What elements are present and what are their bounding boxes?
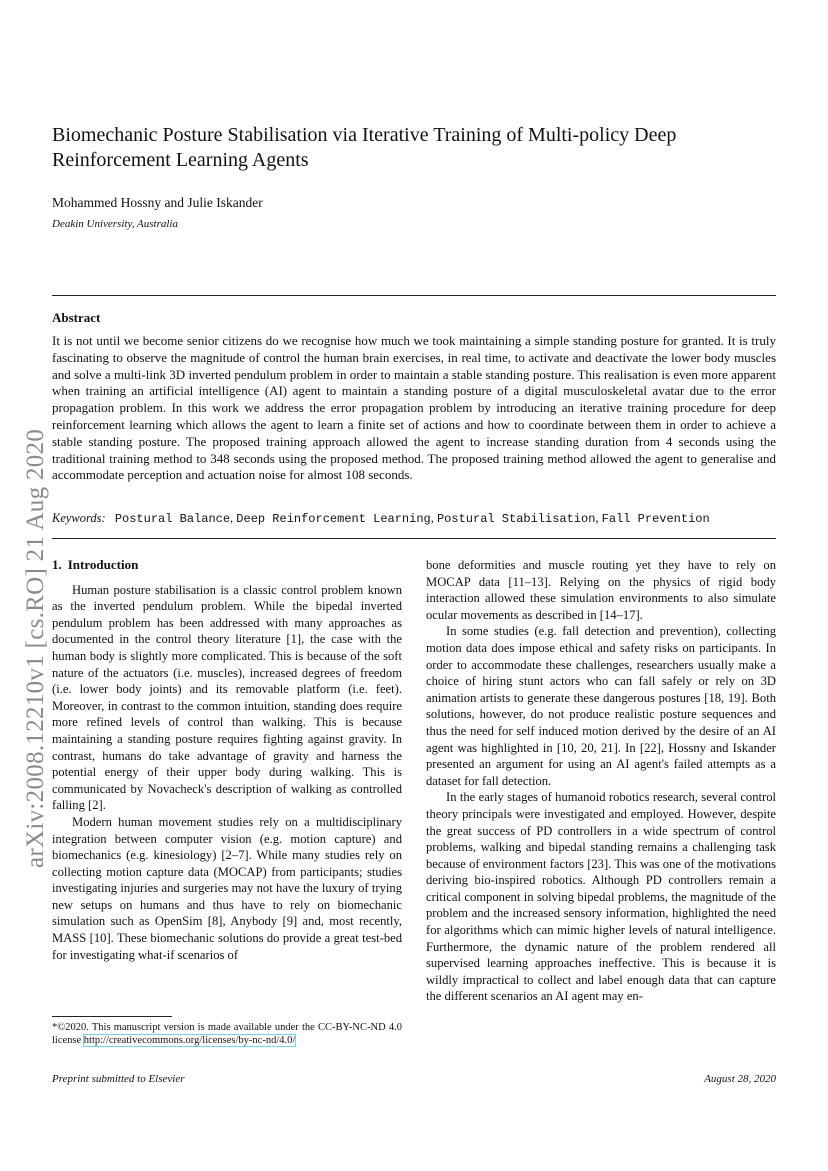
affiliation: Deakin University, Australia	[52, 218, 178, 230]
footnote	[52, 1021, 402, 1047]
paragraph: In the early stages of humanoid robotics research, several control theory principals were investigated and employed. However, despite the great success of PD controllers in a wide spectrum of control problems, walking and bipedal standing remains a challenging task because of environment factors [23]. This was one of the motivations deriving bio-inspired robotics. Although PD controllers remain a critical component in solving bipedal problems, the magnitude of the problem and the increased sensory information, highlighted the need for algorithms which can mimic higher levels of natural intelligence. Furthermore, the dynamic nature of the problem rendered all supervised learning approaches ineffective. This is because it is wildly impractical to collect and label enough data that can capture the different scenarios an AI agent may en-	[426, 790, 776, 1004]
keyword-separator: ,	[430, 511, 437, 525]
paper-title: Biomechanic Posture Stabilisation via Iterative Training of Multi-policy Deep Reinforcement Learning Agents	[52, 124, 677, 171]
arxiv-identifier: arXiv:2008.12210v1 [cs.RO] 21 Aug 2020	[22, 428, 49, 868]
left-column	[52, 557, 402, 963]
paragraph: bone deformities and muscle routing yet they have to rely on MOCAP data [11–13]. Relying on the physics of rigid body interaction allowed these simulation environments to also simulate ocular movements as described in [14–17].	[426, 558, 776, 622]
right-column	[426, 557, 776, 1005]
section-number: 1.	[52, 557, 62, 572]
footer-date: August 28, 2020	[704, 1073, 776, 1085]
keywords-bottom-rule	[52, 538, 776, 539]
abstract-text: It is not until we become senior citizens do we recognise how much we took maintaining a simple standing posture for granted. It is truly fascinating to observe the magnitude of control the human brain exercises, in real time, to activate and deactivate the lower body muscles and solve a multi-link 3D inverted pendulum problem in order to maintain a stable standing posture. This realisation is even more apparent when training an artificial intelligence (AI) agent to maintain a standing posture of a digital musculoskeletal avatar due to the error propagation problem. In this work we address the error propagation problem by introducing an iterative training procedure for deep reinforcement learning which allows the agent to learn a finite set of actions and how to coordinate between them in order to achieve a stable standing posture. The proposed training approach allowed the agent to increase standing duration from 4 seconds using the traditional training method to 348 seconds using the proposed method. The proposed training method allowed the agent to generalise and accommodate perception and actuation noise for almost 108 seconds.	[52, 333, 776, 483]
license-link[interactable]: http://creativecommons.org/licenses/by-nc-nd/4.0/	[83, 1035, 296, 1046]
keyword-separator: ,	[595, 511, 602, 525]
keyword: Deep Reinforcement Learning	[236, 512, 431, 526]
author-list: Mohammed Hossny and Julie Iskander	[52, 195, 263, 210]
paragraph: Human posture stabilisation is a classic control problem known as the inverted pendulum problem. While the bipedal inverted pendulum problem has been addressed with many approaches as documented in the control theory literature [1], the case with the human body is slightly more complicated. This is because of the soft nature of the actuators (i.e. muscles), increased degrees of freedom (i.e. lower body joints) and its removable platform (i.e. feet). Moreover, in contrast to the common intuition, standing does require more refined levels of control than walking. This is because maintaining a standing posture requires fighting against gravity. In contrast, humans do take advantage of gravity and harness the potential energy of their upper body during walking. This is communicated by Novacheck's description of walking as controlled falling [2].	[52, 582, 402, 813]
keyword: Postural Stabilisation	[436, 512, 596, 526]
abstract-top-rule	[52, 295, 776, 296]
paragraph: In some studies (e.g. fall detection and prevention), collecting motion data does impose ethical and safety risks on participants. In order to accommodate these challenges, researchers usually make a choice of hiring stunt actors who can fall safely or rely on 3D animation artists to generate these dangerous postures [18, 19]. Both solutions, however, do not produce realistic posture sequences and thus the need for self induced motion derived by the desire of an AI agent was highlighted in [10, 20, 21]. In [22], Hossny and Iskander presented an argument for using an AI agent's failed attempts as a dataset for fall detection.	[426, 624, 776, 788]
footer-submission: Preprint submitted to Elsevier	[52, 1073, 185, 1085]
keywords-line	[52, 511, 782, 526]
footnote-text: *©2020. This manuscript version is made available under the CC-BY-NC-ND 4.0 license	[52, 1022, 402, 1046]
paragraph: Modern human movement studies rely on a multidisciplinary integration between computer vision (e.g. motion capture) and biomechanics (e.g. kinesiology) [2–7]. While many studies rely on collecting motion capture data (MOCAP) from participants; studies investigating injuries and surgeries may not have the luxury of trying new setups on humans and thus have to rely on biomechanic simulation such as OpenSim [8], Anybody [9] and, most recently, MASS [10]. These biomechanic solutions do provide a great test-bed for investigating what-if scenarios of	[52, 814, 402, 962]
keyword: Postural Balance	[114, 512, 231, 526]
footnote-rule	[52, 1016, 172, 1017]
section-heading	[52, 557, 402, 574]
section-title: Introduction	[67, 557, 139, 572]
keyword: Fall Prevention	[601, 512, 710, 526]
keyword-separator: ,	[230, 511, 237, 525]
abstract-heading: Abstract	[52, 310, 101, 325]
keywords-label: Keywords:	[52, 511, 106, 525]
